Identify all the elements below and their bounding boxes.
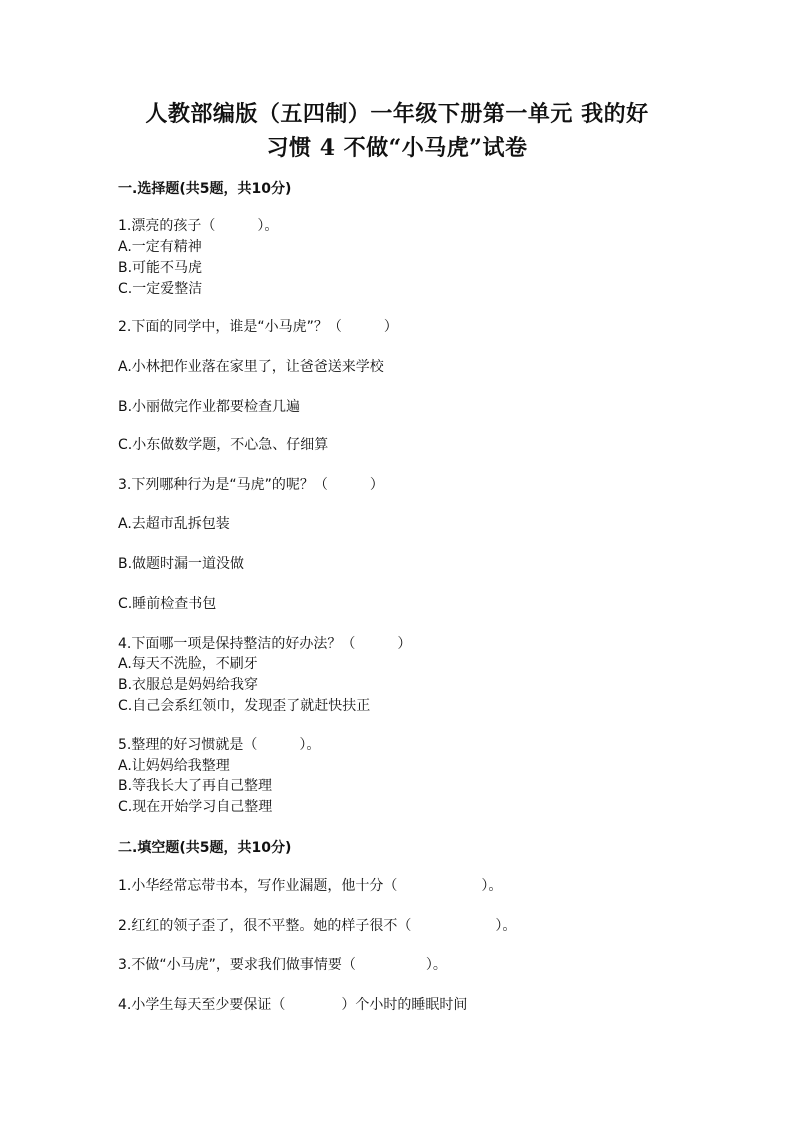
- question-5-option-c: C.现在开始学习自己整理: [118, 799, 273, 815]
- question-1-stem: 1.漂亮的孩子（ ）。: [118, 218, 279, 234]
- question-3-option-c: C.睡前检查书包: [118, 596, 217, 612]
- exam-title-line1: 人教部编版（五四制）一年级下册第一单元 我的好: [145, 101, 649, 127]
- question-4-option-c: C.自己会系红领巾，发现歪了就赶快扶正: [118, 698, 371, 714]
- question-5-option-a: A.让妈妈给我整理: [118, 758, 230, 774]
- question-4-option-a: A.每天不洗脸，不刷牙: [118, 656, 258, 672]
- exam-title-line2: 习惯 4 不做“小马虎”试卷: [266, 135, 528, 161]
- question-2-stem: 2.下面的同学中，谁是“小马虎”？（ ）: [118, 319, 398, 335]
- fill-question-1: 1.小华经常忘带书本，写作业漏题，他十分（ ）。: [118, 878, 503, 894]
- fill-question-3: 3.不做“小马虎”，要求我们做事情要（ ）。: [118, 957, 447, 973]
- question-1-option-a: A.一定有精神: [118, 239, 202, 255]
- question-5-stem: 5.整理的好习惯就是（ ）。: [118, 737, 321, 753]
- question-3-option-b: B.做题时漏一道没做: [118, 556, 245, 572]
- question-3-stem: 3.下列哪种行为是“马虎”的呢？（ ）: [118, 477, 384, 493]
- question-4-stem: 4.下面哪一项是保持整洁的好办法？（ ）: [118, 636, 412, 652]
- question-2-option-c: C.小东做数学题，不心急、仔细算: [118, 437, 329, 453]
- question-1-option-c: C.一定爱整洁: [118, 281, 203, 297]
- question-3-option-a: A.去超市乱拆包装: [118, 516, 230, 532]
- question-5-option-b: B.等我长大了再自己整理: [118, 778, 273, 794]
- fill-question-2: 2.红红的领子歪了，很不平整。她的样子很不（ ）。: [118, 918, 517, 934]
- question-2-option-b: B.小丽做完作业都要检查几遍: [118, 399, 301, 415]
- question-4-option-b: B.衣服总是妈妈给我穿: [118, 677, 259, 693]
- fill-question-4: 4.小学生每天至少要保证（ ）个小时的睡眠时间: [118, 997, 468, 1013]
- section-heading-choice: 一.选择题(共5题，共10分): [118, 181, 292, 197]
- question-2-option-a: A.小林把作业落在家里了，让爸爸送来学校: [118, 359, 384, 375]
- section-heading-fill-blank: 二.填空题(共5题，共10分): [118, 840, 292, 856]
- question-1-option-b: B.可能不马虎: [118, 260, 203, 276]
